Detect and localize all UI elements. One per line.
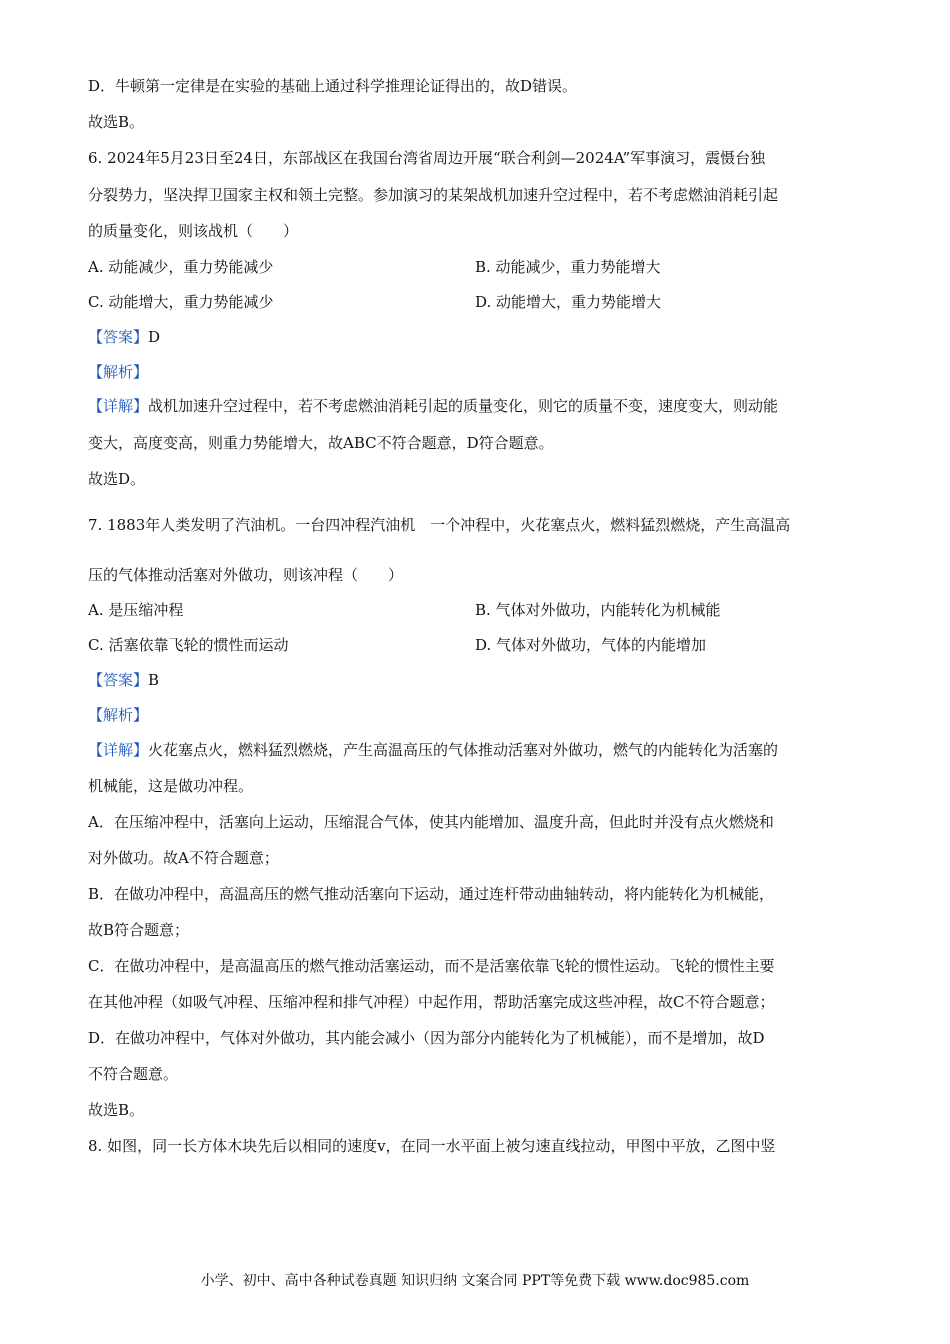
question-8-stem: 8. 如图，同一长方体木块先后以相同的速度v，在同一水平面上被匀速直线拉动，甲图中平放，乙图中竖 [88, 1137, 776, 1155]
option-c: C. 活塞依靠飞轮的惯性而运动 [88, 636, 289, 654]
explanation-b: 故B符合题意； [88, 921, 190, 939]
detail-text: 变大，高度变高，则重力势能增大，故ABC不符合题意，D符合题意。 [88, 434, 554, 452]
question-6-stem: 的质量变化，则该战机（ ） [88, 222, 299, 240]
explanation-d: 不符合题意。 [88, 1065, 179, 1083]
explanation-b: B．在做功冲程中，高温高压的燃气推动活塞向下运动，通过连杆带动曲轴转动，将内能转化为机械能， [88, 885, 775, 903]
option-c: C. 动能增大，重力势能减少 [88, 293, 274, 311]
detail-text: 战机加速升空过程中，若不考虑燃油消耗引起的质量变化，则它的质量不变，速度变大，则动能 [148, 397, 779, 415]
detail-tag: 【详解】 [88, 741, 149, 759]
detail-line [88, 740, 778, 760]
text-line: D．牛顿第一定律是在实验的基础上通过科学推理论证得出的，故D错误。 [88, 77, 578, 95]
answer-value: D [148, 328, 161, 346]
option-d: D. 动能增大，重力势能增大 [475, 293, 662, 311]
question-6-stem: 分裂势力，坚决捍卫国家主权和领土完整。参加演习的某架战机加速升空过程中，若不考虑燃油消耗引起 [88, 186, 779, 204]
question-7-stem: 7. 1883年人类发明了汽油机。一台四冲程汽油机 一个冲程中，火花塞点火，燃料猛烈燃烧，产生高温高 [88, 516, 791, 534]
option-b: B. 动能减少，重力势能增大 [475, 258, 661, 276]
selection-line: 故选B。 [88, 1101, 145, 1119]
option-d: D. 气体对外做功，气体的内能增加 [475, 636, 707, 654]
detail-line [88, 396, 778, 416]
detail-text: 机械能，这是做功冲程。 [88, 777, 254, 795]
explanation-d: D．在做功冲程中，气体对外做功，其内能会减小（因为部分内能转化为了机械能），而不是增加，故D [88, 1029, 765, 1047]
analysis-tag: 【解析】 [88, 706, 149, 724]
option-a: A. 动能减少，重力势能减少 [88, 258, 274, 276]
question-6-stem: 6. 2024年5月23日至24日，东部战区在我国台湾省周边开展“联合利剑—2024A”军事演习，震慑台独 [88, 149, 766, 167]
explanation-a: A．在压缩冲程中，活塞向上运动，压缩混合气体，使其内能增加、温度升高，但此时并没有点火燃烧和 [88, 813, 774, 831]
explanation-c: 在其他冲程（如吸气冲程、压缩冲程和排气冲程）中起作用，帮助活塞完成这些冲程，故C不符合题意； [88, 993, 775, 1011]
detail-tag: 【详解】 [88, 397, 149, 415]
question-7-stem: 压的气体推动活塞对外做功，则该冲程（ ） [88, 566, 404, 584]
answer-line [88, 327, 160, 347]
selection-line: 故选D。 [88, 470, 146, 488]
option-a: A. 是压缩冲程 [88, 601, 184, 619]
answer-line [88, 670, 159, 690]
answer-tag: 【答案】 [88, 328, 149, 346]
option-b: B. 气体对外做功，内能转化为机械能 [475, 601, 721, 619]
answer-tag: 【答案】 [88, 671, 149, 689]
detail-text: 火花塞点火，燃料猛烈燃烧，产生高温高压的气体推动活塞对外做功，燃气的内能转化为活塞的 [148, 741, 779, 759]
text-line: 故选B。 [88, 113, 145, 131]
answer-value: B [148, 671, 160, 689]
explanation-c: C．在做功冲程中，是高温高压的燃气推动活塞运动，而不是活塞依靠飞轮的惯性运动。飞轮的惯性主要 [88, 957, 775, 975]
analysis-tag: 【解析】 [88, 363, 149, 381]
explanation-a: 对外做功。故A不符合题意； [88, 849, 279, 867]
page-footer: 小学、初中、高中各种试卷真题 知识归纳 文案合同 PPT等免费下载 www.doc985.com [200, 1273, 750, 1289]
